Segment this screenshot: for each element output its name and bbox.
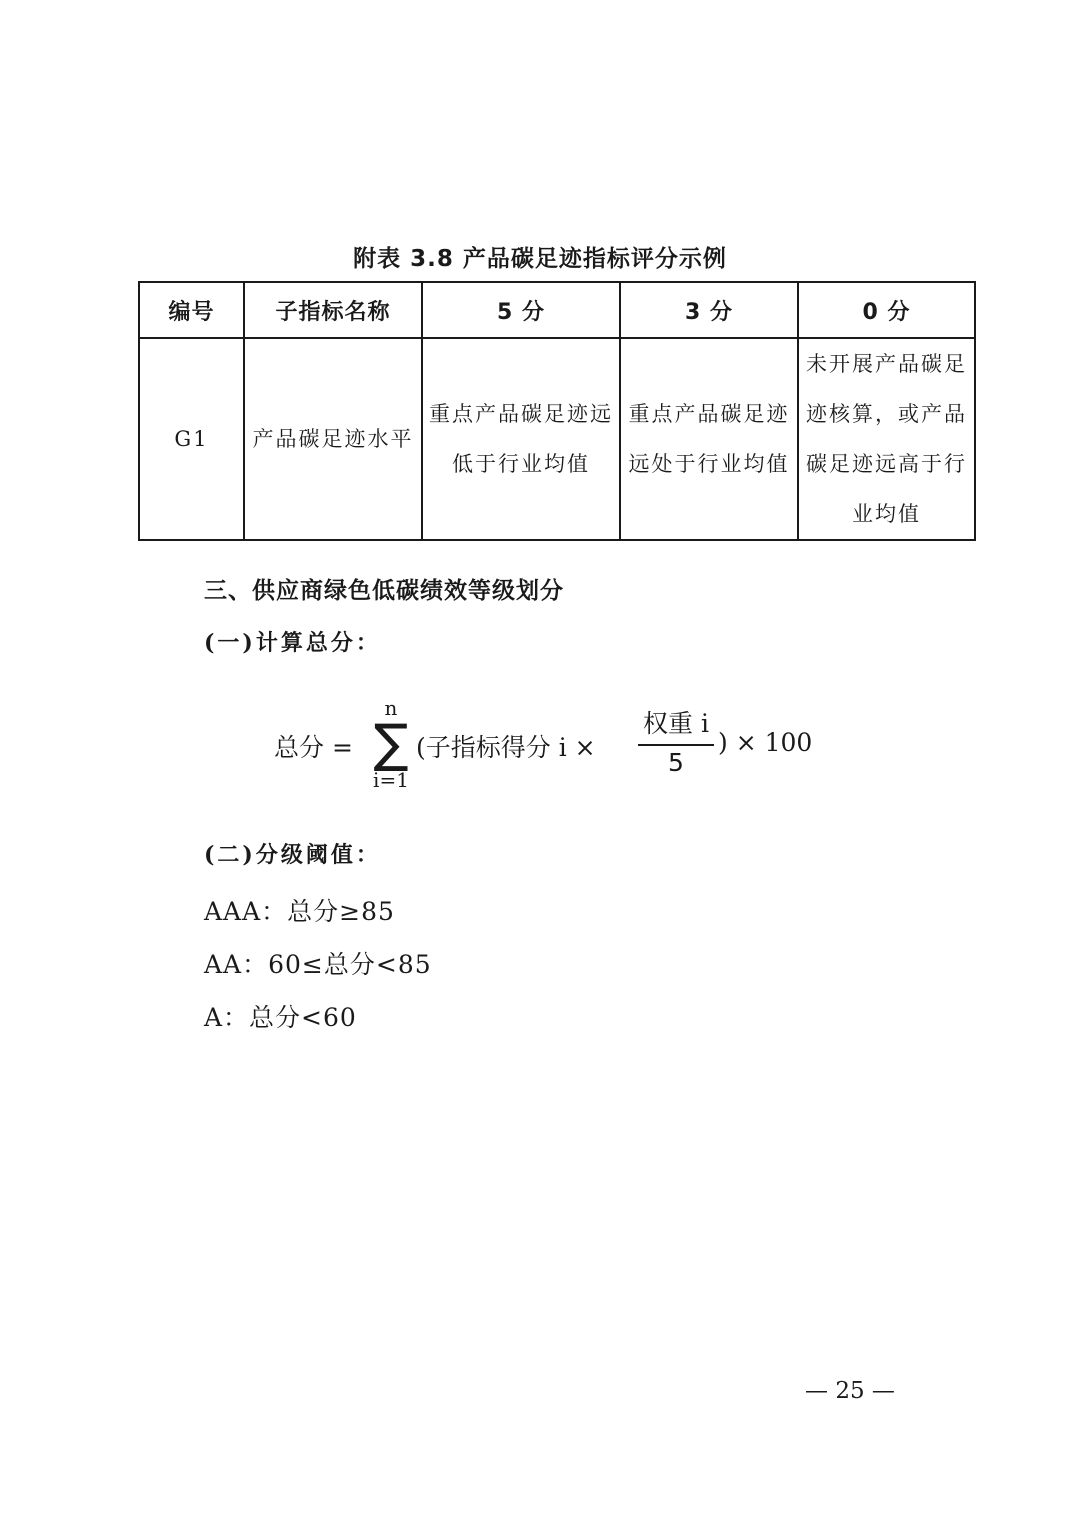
fraction-bar [638, 744, 714, 746]
header-score3: 3 分 [620, 282, 798, 338]
sub-heading-threshold: (二)分级阈值： [204, 842, 381, 868]
formula [274, 696, 874, 800]
page-number: — 25 — [805, 1378, 895, 1404]
fraction [636, 704, 716, 784]
cell-score3: 重点产品碳足迹远处于行业均值 [620, 338, 798, 540]
sum-upper-limit: n [384, 696, 398, 720]
sub-heading-total: (一)计算总分： [204, 630, 381, 656]
cell-score0: 未开展产品碳足迹核算，或产品碳足迹远高于行业均值 [798, 338, 975, 540]
header-score5: 5 分 [422, 282, 620, 338]
sigma-icon: ∑ [373, 714, 409, 774]
fraction-denominator: 5 [668, 748, 684, 777]
header-score0: 0 分 [798, 282, 975, 338]
section-heading: 三、供应商绿色低碳绩效等级划分 [204, 578, 564, 604]
table-title: 附表 3.8 产品碳足迹指标评分示例 [353, 246, 727, 272]
score-table [138, 281, 976, 541]
cell-name: 产品碳足迹水平 [244, 338, 422, 540]
table-row [139, 338, 975, 540]
header-id: 编号 [139, 282, 244, 338]
grade-aa: AA：60≤总分<85 [204, 950, 432, 979]
sum-lower-limit: i=1 [373, 768, 409, 792]
grade-aaa: AAA：总分≥85 [204, 897, 395, 926]
header-name: 子指标名称 [244, 282, 422, 338]
cell-score5: 重点产品碳足迹远低于行业均值 [422, 338, 620, 540]
formula-lhs: 总分 = [274, 733, 353, 762]
fraction-numerator: 权重 i [643, 709, 709, 738]
formula-body: (子指标得分 i × [416, 733, 596, 762]
formula-tail: ) × 100 [718, 728, 813, 757]
summation [369, 696, 413, 800]
grade-a: A：总分<60 [204, 1003, 357, 1032]
cell-id: G1 [139, 338, 244, 540]
table-header-row [139, 282, 975, 338]
